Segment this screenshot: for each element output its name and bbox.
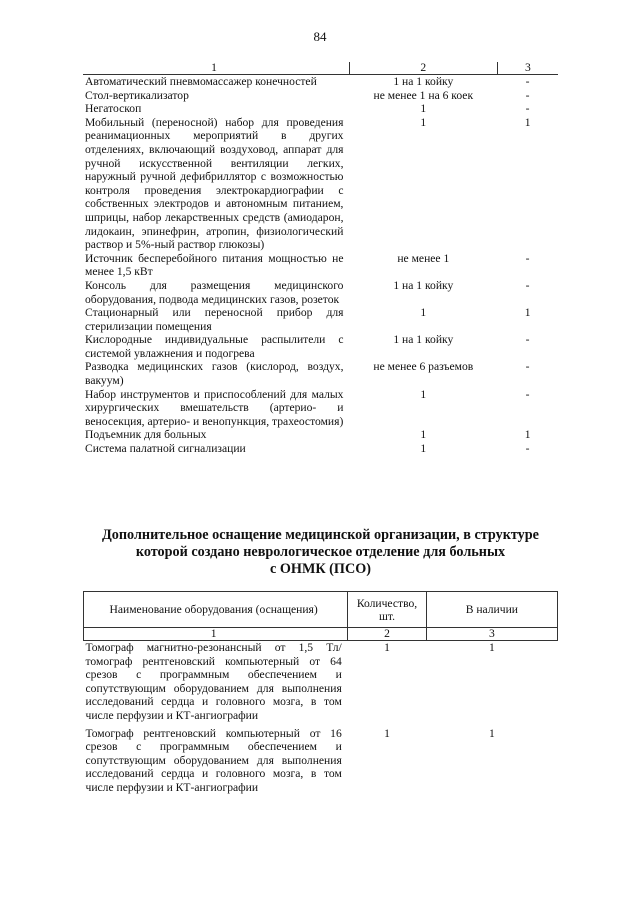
quantity-cell: не менее 1 на 6 коек xyxy=(373,88,474,102)
quantity-cell: 1 на 1 койку xyxy=(393,75,454,88)
equipment-name-cell: Стационарный или переносной прибор для стерилизации помещения xyxy=(85,306,344,333)
available-cell: - xyxy=(525,360,530,374)
column-number-3: 3 xyxy=(497,62,558,75)
quantity-cell: не менее 1 xyxy=(397,251,450,265)
available-cell: - xyxy=(525,251,530,265)
available-cell: 1 xyxy=(524,115,531,129)
column-number-row xyxy=(84,628,558,641)
available-cell: - xyxy=(525,387,530,401)
additional-equipment-table xyxy=(83,591,558,799)
available-cell: 1 xyxy=(488,726,495,740)
quantity-cell: 1 xyxy=(420,115,427,129)
equipment-name-cell: Стол-вертикализатор xyxy=(85,88,189,102)
table-row xyxy=(83,116,558,252)
column-number-2: 2 xyxy=(348,628,426,641)
table-row xyxy=(83,333,558,360)
equipment-name-cell: Разводка медицинских газов (кислород, воздух, вакуум) xyxy=(85,360,344,388)
header-row xyxy=(84,592,558,628)
available-cell: - xyxy=(525,333,530,347)
available-cell: - xyxy=(525,102,530,116)
header-quantity: Количество, шт. xyxy=(348,592,426,628)
section-heading-line-1: Дополнительное оснащение медицинской организации, в структуре xyxy=(102,527,539,543)
table-row xyxy=(83,442,558,456)
available-cell: 1 xyxy=(524,306,531,320)
column-number-row xyxy=(83,62,558,75)
section-heading-line-3: с ОНМК (ПСО) xyxy=(270,561,371,577)
column-number-1: 1 xyxy=(84,628,348,641)
quantity-cell: 1 xyxy=(420,306,427,320)
equipment-name-cell: Консоль для размещения медицинского оборудования, подвода медицинских газов, розеток xyxy=(85,278,344,306)
available-cell: 1 xyxy=(488,641,495,654)
quantity-cell: 1 xyxy=(384,641,390,654)
table-row xyxy=(83,89,558,103)
equipment-name-cell: Кислородные индивидуальные распылители с системой увлажнения и подогрева xyxy=(85,333,344,360)
table-row xyxy=(83,102,558,116)
quantity-cell: не менее 6 разъемов xyxy=(373,360,474,374)
quantity-cell: 1 xyxy=(420,442,427,456)
table-row xyxy=(84,641,558,727)
page-number: 84 xyxy=(313,29,327,44)
equipment-name-cell: Система палатной сигнализации xyxy=(85,442,246,456)
equipment-name-cell: Набор инструментов и приспособлений для малых хирургических вмешательств (артерио- и веносекция, артерио- и венопункция, трахеостомия) xyxy=(85,387,344,428)
section-heading-line-2: которой создано неврологическое отделение для больных xyxy=(135,544,506,560)
table-row xyxy=(83,306,558,333)
quantity-cell: 1 xyxy=(420,387,427,401)
equipment-table-body xyxy=(83,75,558,456)
equipment-name-cell: Подъемник для больных xyxy=(85,428,207,442)
quantity-cell: 1 xyxy=(420,102,427,116)
table-row xyxy=(84,727,558,799)
table-row xyxy=(83,252,558,279)
equipment-name-cell: Томограф магнитно-резонансный от 1,5 Тл/томограф рентгеновский компьютерный от 64 срезов с программным обеспечением и сопутствующим оборудованием для выполнения исследований сердца и головного мозга, в том числе перфузии и КТ-ангиографии xyxy=(85,641,342,722)
table-row xyxy=(83,428,558,442)
equipment-name-cell: Мобильный (переносной) набор для проведения реанимационных мероприятий в других отделениях, включающий воздуховод, аппарат для ручной искусственной вентиляции легких, наружный ручной дефибриллятор с возможностью контроля проведения электрокардиографии с собственных электродов и автономным питанием, шприцы, набор лекарственных средств (амиодарон, лидокаин, эпинефрин, атропин, физиологический раствор и 5%-ный раствор глюкозы) xyxy=(85,115,344,252)
table-row xyxy=(83,360,558,387)
quantity-cell: 1 xyxy=(420,428,427,442)
table-row xyxy=(83,75,558,89)
column-number-2: 2 xyxy=(349,62,497,75)
quantity-cell: 1 на 1 койку xyxy=(393,333,454,347)
equipment-name-cell: Томограф рентгеновский компьютерный от 16 срезов с программным обеспечением и сопутствующим оборудованием для выполнения исследований сердца и головного мозга, в том числе перфузии и КТ-ангиографии xyxy=(85,726,342,794)
equipment-name-cell: Источник бесперебойного питания мощностью не менее 1,5 кВт xyxy=(85,251,344,279)
column-number-3: 3 xyxy=(426,628,557,641)
available-cell: - xyxy=(525,88,530,102)
available-cell: 1 xyxy=(524,428,531,442)
section-heading xyxy=(83,527,558,578)
equipment-table-continued xyxy=(83,62,558,456)
available-cell: - xyxy=(525,278,530,292)
available-cell: - xyxy=(525,442,530,456)
equipment-name-cell: Автоматический пневмомассажер конечностей xyxy=(85,75,317,88)
quantity-cell: 1 на 1 койку xyxy=(393,278,454,292)
header-equipment-name: Наименование оборудования (оснащения) xyxy=(84,592,348,628)
table-row xyxy=(83,279,558,306)
equipment-name-cell: Негатоскоп xyxy=(85,102,142,116)
quantity-cell: 1 xyxy=(384,726,390,740)
column-number-1: 1 xyxy=(83,62,349,75)
additional-equipment-table-body xyxy=(84,641,558,799)
table-row xyxy=(83,388,558,429)
header-available: В наличии xyxy=(426,592,557,628)
available-cell: - xyxy=(525,75,530,88)
